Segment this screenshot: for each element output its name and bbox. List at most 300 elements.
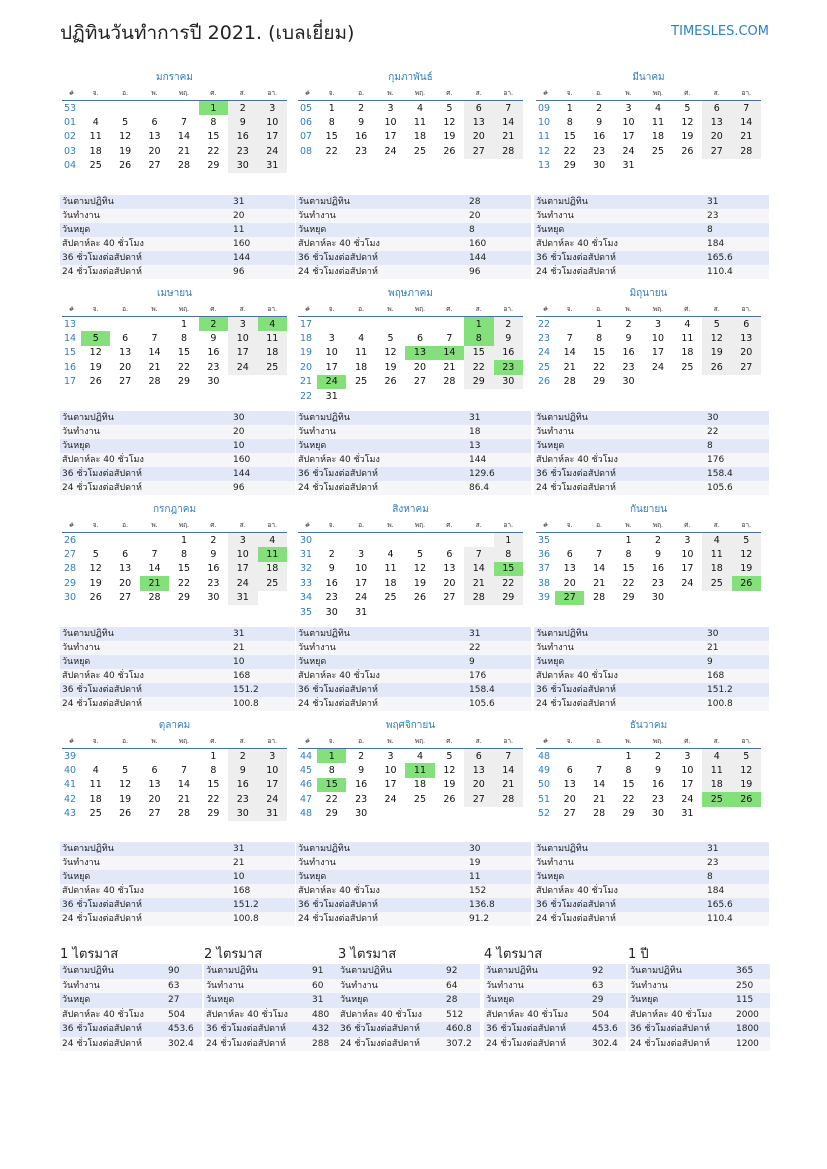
day-cell[interactable]: 16 <box>651 563 665 575</box>
day-cell[interactable]: 26 <box>413 592 427 604</box>
day-cell[interactable]: 10 <box>228 331 257 345</box>
day-cell[interactable]: 9 <box>328 563 335 575</box>
day-cell[interactable]: 23 <box>355 793 368 805</box>
day-cell[interactable]: 29 <box>207 808 220 820</box>
day-cell[interactable]: 24 <box>384 145 397 157</box>
day-cell[interactable]: 5 <box>387 333 394 345</box>
day-cell[interactable]: 14 <box>494 763 523 777</box>
day-cell[interactable]: 26 <box>119 808 132 820</box>
day-cell[interactable]: 8 <box>625 765 632 777</box>
day-cell[interactable]: 27 <box>702 144 731 158</box>
day-cell[interactable]: 19 <box>89 577 102 589</box>
day-cell[interactable]: 25 <box>681 361 694 373</box>
day-cell[interactable]: 24 <box>651 361 665 373</box>
day-cell[interactable]: 6 <box>446 549 453 561</box>
day-cell[interactable]: 16 <box>228 778 257 792</box>
day-cell[interactable]: 9 <box>625 333 632 345</box>
day-cell[interactable]: 20 <box>443 577 456 589</box>
day-cell[interactable]: 5 <box>122 117 129 129</box>
day-cell[interactable]: 28 <box>563 376 576 388</box>
day-cell[interactable]: 24 <box>681 577 694 589</box>
day-cell[interactable]: 9 <box>228 763 257 777</box>
day-cell[interactable]: 30 <box>325 606 338 618</box>
day-cell[interactable]: 16 <box>325 577 338 589</box>
day-cell[interactable]: 20 <box>563 577 576 589</box>
day-cell[interactable]: 12 <box>732 547 761 561</box>
day-cell[interactable]: 20 <box>148 145 161 157</box>
day-cell[interactable]: 20 <box>464 130 493 144</box>
day-cell[interactable]: 31 <box>228 591 257 605</box>
day-cell[interactable]: 13 <box>732 331 761 345</box>
day-cell[interactable]: 18 <box>89 145 102 157</box>
day-cell[interactable]: 11 <box>89 779 102 791</box>
day-cell[interactable]: 15 <box>563 131 576 143</box>
day-cell[interactable]: 27 <box>148 808 161 820</box>
day-cell[interactable]: 6 <box>151 765 158 777</box>
day-cell[interactable]: 22 <box>325 145 338 157</box>
day-cell[interactable]: 19 <box>413 577 427 589</box>
day-cell[interactable]: 18 <box>384 577 397 589</box>
day-cell[interactable]: 26 <box>732 576 761 590</box>
day-cell[interactable]: 10 <box>384 117 397 129</box>
day-cell[interactable]: 17 <box>681 563 694 575</box>
day-cell[interactable]: 4 <box>702 533 731 548</box>
day-cell[interactable]: 20 <box>119 361 132 373</box>
day-cell[interactable]: 27 <box>148 160 161 172</box>
day-cell[interactable]: 10 <box>325 347 338 359</box>
day-cell[interactable]: 12 <box>119 131 132 143</box>
day-cell[interactable]: 22 <box>177 361 191 373</box>
day-cell[interactable]: 4 <box>387 549 394 561</box>
day-cell[interactable]: 27 <box>119 592 132 604</box>
day-cell[interactable]: 12 <box>443 765 456 777</box>
day-cell[interactable]: 18 <box>681 347 694 359</box>
day-cell[interactable]: 2 <box>494 317 523 332</box>
day-cell[interactable]: 28 <box>148 376 161 388</box>
day-cell[interactable]: 18 <box>355 361 368 373</box>
day-cell[interactable]: 1 <box>464 317 493 332</box>
day-cell[interactable]: 20 <box>732 346 761 360</box>
day-cell[interactable]: 7 <box>596 765 603 777</box>
day-cell[interactable]: 26 <box>384 376 397 388</box>
day-cell[interactable]: 31 <box>258 159 287 173</box>
day-cell[interactable]: 4 <box>92 765 99 777</box>
day-cell[interactable]: 14 <box>563 347 576 359</box>
day-cell[interactable]: 10 <box>651 333 665 345</box>
day-cell[interactable]: 15 <box>207 131 220 143</box>
day-cell[interactable]: 28 <box>732 144 761 158</box>
day-cell[interactable]: 30 <box>593 160 606 172</box>
day-cell[interactable]: 28 <box>177 808 191 820</box>
day-cell[interactable]: 21 <box>593 577 606 589</box>
day-cell[interactable]: 7 <box>180 117 187 129</box>
day-cell[interactable]: 11 <box>702 547 731 561</box>
day-cell[interactable]: 18 <box>258 346 287 360</box>
day-cell[interactable]: 6 <box>416 333 423 345</box>
day-cell[interactable]: 12 <box>681 117 694 129</box>
day-cell[interactable]: 17 <box>355 577 368 589</box>
day-cell[interactable]: 13 <box>464 115 493 129</box>
day-cell[interactable]: 4 <box>358 333 365 345</box>
day-cell[interactable]: 3 <box>258 749 287 764</box>
day-cell[interactable]: 2 <box>228 749 257 764</box>
day-cell[interactable]: 4 <box>684 318 691 330</box>
day-cell[interactable]: 15 <box>622 563 635 575</box>
day-cell[interactable]: 15 <box>325 131 338 143</box>
day-cell[interactable]: 16 <box>651 779 665 791</box>
day-cell[interactable]: 26 <box>89 376 102 388</box>
day-cell[interactable]: 11 <box>702 763 731 777</box>
day-cell[interactable]: 20 <box>413 361 427 373</box>
day-cell[interactable]: 9 <box>654 765 661 777</box>
day-cell[interactable]: 6 <box>702 101 731 116</box>
day-cell[interactable]: 1 <box>199 101 228 116</box>
day-cell[interactable]: 27 <box>119 376 132 388</box>
day-cell[interactable]: 3 <box>228 317 257 332</box>
day-cell[interactable]: 14 <box>593 563 606 575</box>
day-cell[interactable]: 7 <box>732 101 761 116</box>
day-cell[interactable]: 16 <box>622 347 635 359</box>
day-cell[interactable]: 13 <box>119 347 132 359</box>
day-cell[interactable]: 22 <box>622 793 635 805</box>
day-cell[interactable]: 31 <box>258 807 287 821</box>
day-cell[interactable]: 3 <box>625 102 632 114</box>
day-cell[interactable]: 7 <box>151 549 158 561</box>
day-cell[interactable]: 26 <box>702 360 731 374</box>
day-cell[interactable]: 19 <box>702 346 731 360</box>
day-cell[interactable]: 4 <box>92 117 99 129</box>
day-cell[interactable]: 13 <box>405 346 434 360</box>
day-cell[interactable]: 21 <box>140 576 169 590</box>
day-cell[interactable]: 24 <box>622 145 635 157</box>
day-cell[interactable]: 30 <box>207 376 220 388</box>
site-link[interactable]: TIMESLES.COM <box>671 24 769 39</box>
day-cell[interactable]: 19 <box>732 562 761 576</box>
day-cell[interactable]: 4 <box>654 102 661 114</box>
day-cell[interactable]: 15 <box>494 562 523 576</box>
day-cell[interactable]: 5 <box>446 750 453 762</box>
day-cell[interactable]: 23 <box>355 145 368 157</box>
day-cell[interactable]: 31 <box>325 390 338 402</box>
day-cell[interactable]: 21 <box>593 793 606 805</box>
day-cell[interactable]: 7 <box>494 749 523 764</box>
day-cell[interactable]: 6 <box>464 101 493 116</box>
day-cell[interactable]: 13 <box>464 763 493 777</box>
day-cell[interactable]: 13 <box>148 131 161 143</box>
day-cell[interactable]: 17 <box>681 779 694 791</box>
day-cell[interactable]: 14 <box>464 562 493 576</box>
day-cell[interactable]: 21 <box>563 361 576 373</box>
day-cell[interactable]: 2 <box>358 750 365 762</box>
day-cell[interactable]: 13 <box>443 563 456 575</box>
day-cell[interactable]: 23 <box>325 592 338 604</box>
day-cell[interactable]: 30 <box>494 375 523 389</box>
day-cell[interactable]: 24 <box>681 793 694 805</box>
day-cell[interactable]: 6 <box>732 317 761 332</box>
day-cell[interactable]: 13 <box>702 115 731 129</box>
day-cell[interactable]: 28 <box>593 808 606 820</box>
day-cell[interactable]: 15 <box>177 347 191 359</box>
day-cell[interactable]: 25 <box>413 145 427 157</box>
day-cell[interactable]: 10 <box>258 763 287 777</box>
day-cell[interactable]: 28 <box>494 792 523 806</box>
day-cell[interactable]: 8 <box>464 331 493 345</box>
day-cell[interactable]: 2 <box>596 102 603 114</box>
day-cell[interactable]: 20 <box>464 778 493 792</box>
day-cell[interactable]: 17 <box>258 778 287 792</box>
day-cell[interactable]: 17 <box>384 131 397 143</box>
day-cell[interactable]: 8 <box>625 549 632 561</box>
day-cell[interactable]: 11 <box>89 131 102 143</box>
day-cell[interactable]: 19 <box>119 145 132 157</box>
day-cell[interactable]: 24 <box>317 375 346 389</box>
day-cell[interactable]: 31 <box>622 160 635 172</box>
day-cell[interactable]: 2 <box>358 102 365 114</box>
day-cell[interactable]: 4 <box>258 533 287 548</box>
day-cell[interactable]: 22 <box>325 793 338 805</box>
day-cell[interactable]: 6 <box>122 549 129 561</box>
day-cell[interactable]: 8 <box>210 765 217 777</box>
day-cell[interactable]: 9 <box>654 549 661 561</box>
day-cell[interactable]: 18 <box>258 562 287 576</box>
day-cell[interactable]: 11 <box>258 547 287 561</box>
day-cell[interactable]: 27 <box>732 360 761 374</box>
day-cell[interactable]: 5 <box>81 331 110 345</box>
day-cell[interactable]: 16 <box>355 779 368 791</box>
day-cell[interactable]: 3 <box>387 102 394 114</box>
day-cell[interactable]: 3 <box>387 750 394 762</box>
day-cell[interactable]: 27 <box>555 591 584 605</box>
day-cell[interactable]: 6 <box>464 749 493 764</box>
day-cell[interactable]: 11 <box>681 333 694 345</box>
day-cell[interactable]: 19 <box>89 361 102 373</box>
day-cell[interactable]: 18 <box>413 779 427 791</box>
day-cell[interactable]: 7 <box>446 333 453 345</box>
day-cell[interactable]: 28 <box>443 376 456 388</box>
day-cell[interactable]: 30 <box>651 592 665 604</box>
day-cell[interactable]: 24 <box>228 360 257 374</box>
day-cell[interactable]: 22 <box>207 793 220 805</box>
day-cell[interactable]: 7 <box>566 333 573 345</box>
day-cell[interactable]: 10 <box>681 765 694 777</box>
day-cell[interactable]: 19 <box>443 131 456 143</box>
day-cell[interactable]: 26 <box>89 592 102 604</box>
day-cell[interactable]: 29 <box>464 375 493 389</box>
day-cell[interactable]: 26 <box>681 145 694 157</box>
day-cell[interactable]: 30 <box>355 808 368 820</box>
day-cell[interactable]: 5 <box>732 533 761 548</box>
day-cell[interactable]: 29 <box>563 160 576 172</box>
day-cell[interactable]: 3 <box>358 549 365 561</box>
day-cell[interactable]: 22 <box>563 145 576 157</box>
day-cell[interactable]: 21 <box>148 361 161 373</box>
day-cell[interactable]: 3 <box>684 750 691 762</box>
day-cell[interactable]: 2 <box>228 101 257 116</box>
day-cell[interactable]: 10 <box>228 547 257 561</box>
day-cell[interactable]: 25 <box>384 592 397 604</box>
day-cell[interactable]: 2 <box>328 549 335 561</box>
day-cell[interactable]: 9 <box>210 333 217 345</box>
day-cell[interactable]: 9 <box>228 115 257 129</box>
day-cell[interactable]: 21 <box>494 130 523 144</box>
day-cell[interactable]: 10 <box>622 117 635 129</box>
day-cell[interactable]: 22 <box>494 576 523 590</box>
day-cell[interactable]: 14 <box>148 563 161 575</box>
day-cell[interactable]: 9 <box>358 117 365 129</box>
day-cell[interactable]: 22 <box>593 361 606 373</box>
day-cell[interactable]: 30 <box>228 807 257 821</box>
day-cell[interactable]: 8 <box>566 117 573 129</box>
day-cell[interactable]: 10 <box>258 115 287 129</box>
day-cell[interactable]: 20 <box>119 577 132 589</box>
day-cell[interactable]: 30 <box>207 592 220 604</box>
day-cell[interactable]: 3 <box>258 101 287 116</box>
day-cell[interactable]: 22 <box>207 145 220 157</box>
day-cell[interactable]: 26 <box>443 145 456 157</box>
day-cell[interactable]: 22 <box>464 360 493 374</box>
day-cell[interactable]: 5 <box>122 765 129 777</box>
day-cell[interactable]: 29 <box>177 592 191 604</box>
day-cell[interactable]: 25 <box>355 376 368 388</box>
day-cell[interactable]: 16 <box>207 563 220 575</box>
day-cell[interactable]: 25 <box>702 576 731 590</box>
day-cell[interactable]: 4 <box>416 102 423 114</box>
day-cell[interactable]: 15 <box>464 346 493 360</box>
day-cell[interactable]: 28 <box>593 592 606 604</box>
day-cell[interactable]: 8 <box>180 549 187 561</box>
day-cell[interactable]: 28 <box>464 591 493 605</box>
day-cell[interactable]: 22 <box>177 577 191 589</box>
day-cell[interactable]: 29 <box>207 160 220 172</box>
day-cell[interactable]: 14 <box>177 779 191 791</box>
day-cell[interactable]: 16 <box>355 131 368 143</box>
day-cell[interactable]: 27 <box>443 592 456 604</box>
day-cell[interactable]: 19 <box>119 793 132 805</box>
day-cell[interactable]: 26 <box>443 793 456 805</box>
day-cell[interactable]: 30 <box>622 376 635 388</box>
day-cell[interactable]: 16 <box>228 130 257 144</box>
day-cell[interactable]: 8 <box>494 547 523 561</box>
day-cell[interactable]: 23 <box>207 361 220 373</box>
day-cell[interactable]: 6 <box>122 333 129 345</box>
day-cell[interactable]: 15 <box>177 563 191 575</box>
day-cell[interactable]: 14 <box>732 115 761 129</box>
day-cell[interactable]: 23 <box>622 361 635 373</box>
day-cell[interactable]: 21 <box>494 778 523 792</box>
day-cell[interactable]: 20 <box>148 793 161 805</box>
day-cell[interactable]: 7 <box>596 549 603 561</box>
day-cell[interactable]: 13 <box>563 779 576 791</box>
day-cell[interactable]: 5 <box>416 549 423 561</box>
day-cell[interactable]: 3 <box>228 533 257 548</box>
day-cell[interactable]: 20 <box>563 793 576 805</box>
day-cell[interactable]: 27 <box>413 376 427 388</box>
day-cell[interactable]: 30 <box>228 159 257 173</box>
day-cell[interactable]: 24 <box>258 792 287 806</box>
day-cell[interactable]: 14 <box>177 131 191 143</box>
day-cell[interactable]: 8 <box>328 765 335 777</box>
day-cell[interactable]: 2 <box>654 534 661 546</box>
day-cell[interactable]: 28 <box>148 592 161 604</box>
day-cell[interactable]: 12 <box>443 117 456 129</box>
day-cell[interactable]: 16 <box>207 347 220 359</box>
day-cell[interactable]: 12 <box>702 331 731 345</box>
day-cell[interactable]: 23 <box>494 360 523 374</box>
day-cell[interactable]: 13 <box>119 563 132 575</box>
day-cell[interactable]: 21 <box>464 576 493 590</box>
day-cell[interactable]: 12 <box>89 563 102 575</box>
day-cell[interactable]: 28 <box>494 144 523 158</box>
day-cell[interactable]: 9 <box>596 117 603 129</box>
day-cell[interactable]: 1 <box>625 750 632 762</box>
day-cell[interactable]: 10 <box>355 563 368 575</box>
day-cell[interactable]: 25 <box>89 160 102 172</box>
day-cell[interactable]: 3 <box>654 318 661 330</box>
day-cell[interactable]: 4 <box>702 749 731 764</box>
day-cell[interactable]: 17 <box>651 347 665 359</box>
day-cell[interactable]: 27 <box>563 808 576 820</box>
day-cell[interactable]: 17 <box>228 346 257 360</box>
day-cell[interactable]: 17 <box>228 562 257 576</box>
day-cell[interactable]: 18 <box>413 131 427 143</box>
day-cell[interactable]: 29 <box>622 592 635 604</box>
day-cell[interactable]: 21 <box>732 130 761 144</box>
day-cell[interactable]: 23 <box>207 577 220 589</box>
day-cell[interactable]: 12 <box>413 563 427 575</box>
day-cell[interactable]: 6 <box>151 117 158 129</box>
day-cell[interactable]: 29 <box>177 376 191 388</box>
day-cell[interactable]: 23 <box>651 577 665 589</box>
day-cell[interactable]: 19 <box>732 778 761 792</box>
day-cell[interactable]: 1 <box>180 534 187 546</box>
day-cell[interactable]: 30 <box>651 808 665 820</box>
day-cell[interactable]: 9 <box>210 549 217 561</box>
day-cell[interactable]: 29 <box>325 808 338 820</box>
day-cell[interactable]: 12 <box>119 779 132 791</box>
day-cell[interactable]: 2 <box>654 750 661 762</box>
day-cell[interactable]: 9 <box>494 331 523 345</box>
day-cell[interactable]: 1 <box>566 102 573 114</box>
day-cell[interactable]: 12 <box>384 347 397 359</box>
day-cell[interactable]: 21 <box>443 361 456 373</box>
day-cell[interactable]: 7 <box>494 101 523 116</box>
day-cell[interactable]: 11 <box>405 763 434 777</box>
day-cell[interactable]: 19 <box>443 779 456 791</box>
day-cell[interactable]: 8 <box>328 117 335 129</box>
day-cell[interactable]: 17 <box>622 131 635 143</box>
day-cell[interactable]: 19 <box>681 131 694 143</box>
day-cell[interactable]: 4 <box>258 317 287 332</box>
day-cell[interactable]: 11 <box>355 347 368 359</box>
day-cell[interactable]: 1 <box>625 534 632 546</box>
day-cell[interactable]: 29 <box>593 376 606 388</box>
day-cell[interactable]: 25 <box>413 793 427 805</box>
day-cell[interactable]: 20 <box>702 130 731 144</box>
day-cell[interactable]: 7 <box>180 765 187 777</box>
day-cell[interactable]: 23 <box>228 792 257 806</box>
day-cell[interactable]: 25 <box>89 808 102 820</box>
day-cell[interactable]: 31 <box>681 808 694 820</box>
day-cell[interactable]: 16 <box>593 131 606 143</box>
day-cell[interactable]: 1 <box>210 750 217 762</box>
day-cell[interactable]: 12 <box>732 763 761 777</box>
day-cell[interactable]: 14 <box>435 346 464 360</box>
day-cell[interactable]: 1 <box>317 749 346 764</box>
day-cell[interactable]: 1 <box>328 102 335 114</box>
day-cell[interactable]: 3 <box>684 534 691 546</box>
day-cell[interactable]: 15 <box>593 347 606 359</box>
day-cell[interactable]: 11 <box>384 563 397 575</box>
